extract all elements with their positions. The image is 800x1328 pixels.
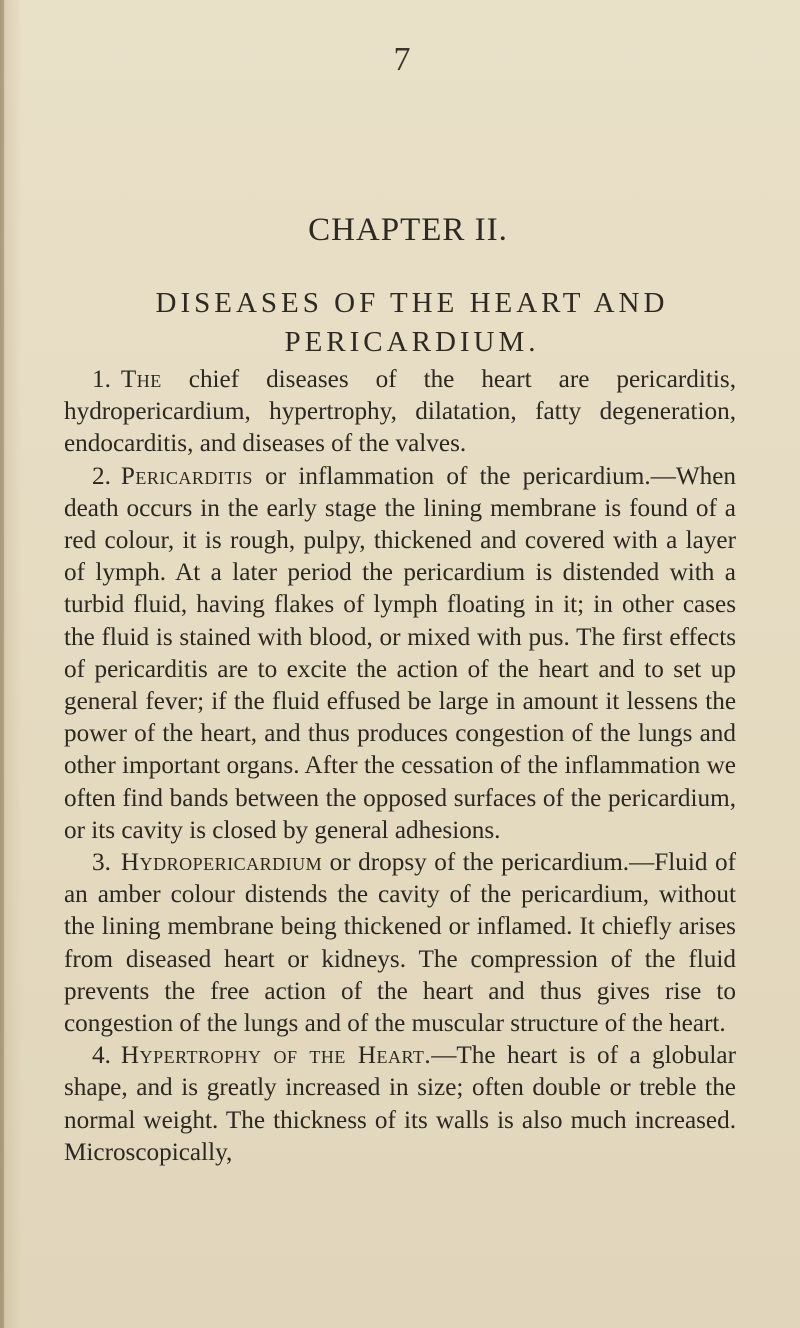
section-heading-line-1: DISEASES OF THE HEART AND bbox=[155, 287, 669, 319]
paragraph-lead: The bbox=[120, 366, 162, 393]
paragraph-lead: Hypertrophy of the Heart. bbox=[120, 1042, 432, 1070]
paragraph-4 bbox=[64, 1040, 736, 1169]
section-heading-line-2: PERICARDIUM. bbox=[284, 326, 540, 358]
section-heading bbox=[0, 284, 800, 362]
paragraph-number: 1. bbox=[92, 366, 111, 393]
page-binding-edge bbox=[0, 0, 4, 1328]
paragraph-lead: Hydropericardium bbox=[120, 849, 323, 877]
paragraph-2 bbox=[64, 461, 736, 847]
paragraph-1 bbox=[64, 364, 736, 461]
body-text bbox=[64, 364, 736, 1169]
paragraph-number: 3. bbox=[92, 849, 111, 877]
paragraph-3 bbox=[64, 847, 736, 1040]
chapter-heading: CHAPTER II. bbox=[308, 212, 508, 248]
paragraph-lead: Pericarditis bbox=[120, 462, 253, 490]
paragraph-number: 2. bbox=[92, 462, 111, 490]
paragraph-text: or dropsy of the pericardium.—Fluid of an amber colour distends the cavity of the pericardium, without the lining membrane being thickened or inflamed. It chiefly arises from diseased heart or kidneys. The compression of the fluid prevents the free action of the heart and thus gives rise to congestion of the lungs and of the muscular structure of the heart. bbox=[64, 849, 736, 1038]
paragraph-text: —The heart is of a globular shape, and is greatly increased in size; often double or treble the normal weight. The thickness of its walls is also much increased. Microscopically, bbox=[64, 1042, 736, 1166]
paragraph-text: or inflammation of the pericardium.—When death occurs in the early stage the lining membrane is found of a red colour, it is rough, pulpy, thickened and covered with a layer of lymph. At a later period the pericardium is distended with a turbid fluid, having flakes of lymph floating in it; in other cases the fluid is stained with blood, or mixed with pus. The first effects of pericarditis are to excite the action of the heart and to set up general fever; if the fluid effused be large in amount it lessens the power of the heart, and thus produces congestion of the lungs and other important organs. After the cessation of the inflammation we often find bands between the opposed surfaces of the pericardium, or its cavity is closed by general adhesions. bbox=[64, 462, 736, 844]
page-number: 7 bbox=[393, 41, 411, 78]
paragraph-text: chief diseases of the heart are pericarditis, hydropericardium, hypertrophy, dilatation, fatty degeneration, endocarditis, and diseases of the valves. bbox=[64, 366, 736, 458]
paragraph-number: 4. bbox=[92, 1042, 111, 1070]
